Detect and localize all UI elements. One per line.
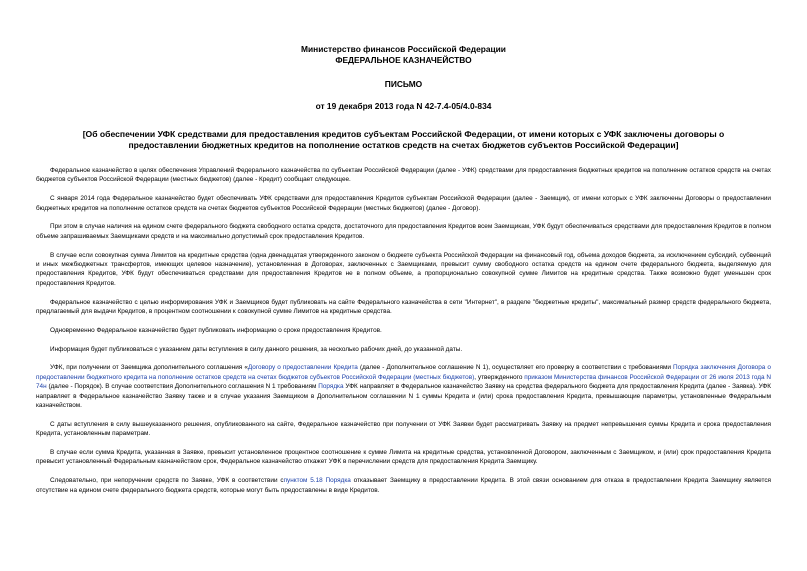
paragraph-4: В случае если совокупная сумма Лимитов на кредитные средства (одна двенадцатая утвержденного законом о бюджете субъекта Российской Федерации на финансовый год, объема доходов бюджета, за исключением субсидий, субвенций и иных межбюджетных трансфертов, имеющих целевое назначение), установленная в Договорах, заключенных с Заемщиками, превысит сумму свободного остатка средств на едином счете федерального бюджета, выделяемую для предоставления Кредитов, УФК будут обеспечиваться средствами для предоставления Кредитов не в полном объеме, а пропорционально совокупной сумме Лимитов на кредитные средства. Также возможно будет уменьшен срок предоставления Кредитов. <box>36 251 771 287</box>
paragraph-5: Федеральное казначейство с целью информирования УФК и Заемщиков будет публиковать на сайте Федерального казначейства в сети "Интернет", в разделе "бюджетные кредиты", максимальный размер средств федерального бюджета, предлагаемый для выдачи Кредитов, в процентном соотношении к совокупной сумме Лимитов на кредитные средства. <box>36 298 771 316</box>
paragraph-2: С января 2014 года Федеральное казначейство будет обеспечивать УФК средствами для предоставления Кредитов субъектам Российской Федерации (далее - Заемщик), от имени которых с УФК заключены Договоры о предоставлении бюджетных кредитов на пополнение остатков средств на счетах бюджетов субъектов Российской Федерации (местных бюджетов) (далее - Договор). <box>36 195 771 212</box>
document-title: [Об обеспечении УФК средствами для предоставления кредитов субъектам Российской Федерации, от имени которых с УФК заключены договоры о предоставлении бюджетных кредитов на пополнение остатков средств на счетах бюджетов субъектов Российской Федерации] <box>82 129 725 150</box>
document-type: ПИСЬМО <box>384 79 423 89</box>
paragraph-9: С даты вступления в силу вышеуказанного решения, опубликованного на сайте, Федеральное казначейство при получении от УФК Заявки будет рассматривать Заявку на предмет непревышения суммы Кредита и срока предоставления Кредита, установленным параметрам. <box>36 420 771 438</box>
treasury-name: ФЕДЕРАЛЬНОЕ КАЗНАЧЕЙСТВО <box>335 55 472 65</box>
link-procedure-clause-5-18[interactable]: пунктом 5.18 Порядка <box>283 477 351 485</box>
paragraph-8-text-a: УФК, при получении от Заемщика дополнительного соглашения « <box>50 364 248 372</box>
paragraph-11-text-a: Следовательно, при непоручении средств по Заявке, УФК в соответствии с <box>50 477 284 485</box>
link-minfin-order[interactable]: приказом Министерства финансов Российской Федерации от 26 июля 2013 года N 74н <box>36 373 772 391</box>
paragraph-6: Одновременно Федеральное казначейство будет публиковать информацию о сроке предоставления Кредитов. <box>50 326 382 334</box>
paragraph-7: Информация будет публиковаться с указанием даты вступления в силу данного решения, за несколько рабочих дней, до указанной даты. <box>50 345 463 353</box>
paragraph-8-text-e: УФК направляет в Федеральное казначейство Заявку на средства федерального бюджета для предоставления Кредита (далее - Заявка). УФК направляет в Федеральное казначейство Заявку также и в случае указания Заемщиком в Дополнительном соглашении N 1 суммы Кредита и (или) срока предоставления Кредита, превышающие параметры, установленные Федеральным казначейством. <box>36 383 771 410</box>
document-header <box>36 44 771 66</box>
link-loan-agreement[interactable]: Договору о предоставлении Кредита <box>247 364 358 372</box>
paragraph-10: В случае если сумма Кредита, указанная в Заявке, превысит установленное процентное соотношение к сумме Лимита на кредитные средства, установленной Договором, заключенным с Заемщиком, и (или) срок предоставления Кредита превысит установленный Федеральным казначейством срок, Федеральное казначейство откажет УФК в перечислении средств для предоставления Кредита Заемщику. <box>36 449 771 466</box>
paragraph-1: Федеральное казначейство в целях обеспечения Управлений Федерального казначейства по субъектам Российской Федерации (далее - УФК) средствами для предоставления бюджетных кредитов на пополнение остатков средств на счетах бюджетов субъектов Российской Федерации (местных бюджетов) (далее - Кредит) сообщает следующее. <box>36 167 771 184</box>
document-body <box>36 166 771 495</box>
ministry-name: Министерство финансов Российской Федерации <box>301 44 506 54</box>
document-date-number: от 19 декабря 2013 года N 42-7.4-05/4.0-834 <box>315 101 492 111</box>
paragraph-11 <box>36 476 771 495</box>
paragraph-8-text-d: (далее - Порядок). В случае соответствия Дополнительного соглашения N 1 требованиям <box>46 383 319 391</box>
link-agreement-procedure[interactable]: Порядка заключения Договора о предоставлении бюджетного кредита на пополнение остатков средств на счетах бюджетов субъектов Российской Федерации (местных бюджетов) <box>36 364 771 381</box>
paragraph-11-text-b: отказывает Заемщику в предоставлении Кредита. В этой связи основанием для отказа в предоставлении Кредита Заемщику является отсутствие на едином счете федерального бюджета средств, которые могут быть предоставлены в виде Кредитов. <box>36 477 772 494</box>
paragraph-8-text-c: , утвержденного <box>474 373 525 381</box>
paragraph-8-text-b: (далее - Дополнительное соглашение N 1), осуществляет его проверку в соответствии с требованиями <box>357 364 674 372</box>
link-procedure[interactable]: Порядка <box>318 383 344 391</box>
paragraph-3: При этом в случае наличия на едином счете федерального бюджета свободного остатка средств, достаточного для предоставления Кредитов всем Заемщикам, УФК будут обеспечиваться средствами для предоставления Кредитов в полном объеме запрашиваемых Заемщиками средств и на максимально допустимый срок предоставления Кредитов. <box>36 223 771 240</box>
paragraph-8 <box>36 363 771 410</box>
